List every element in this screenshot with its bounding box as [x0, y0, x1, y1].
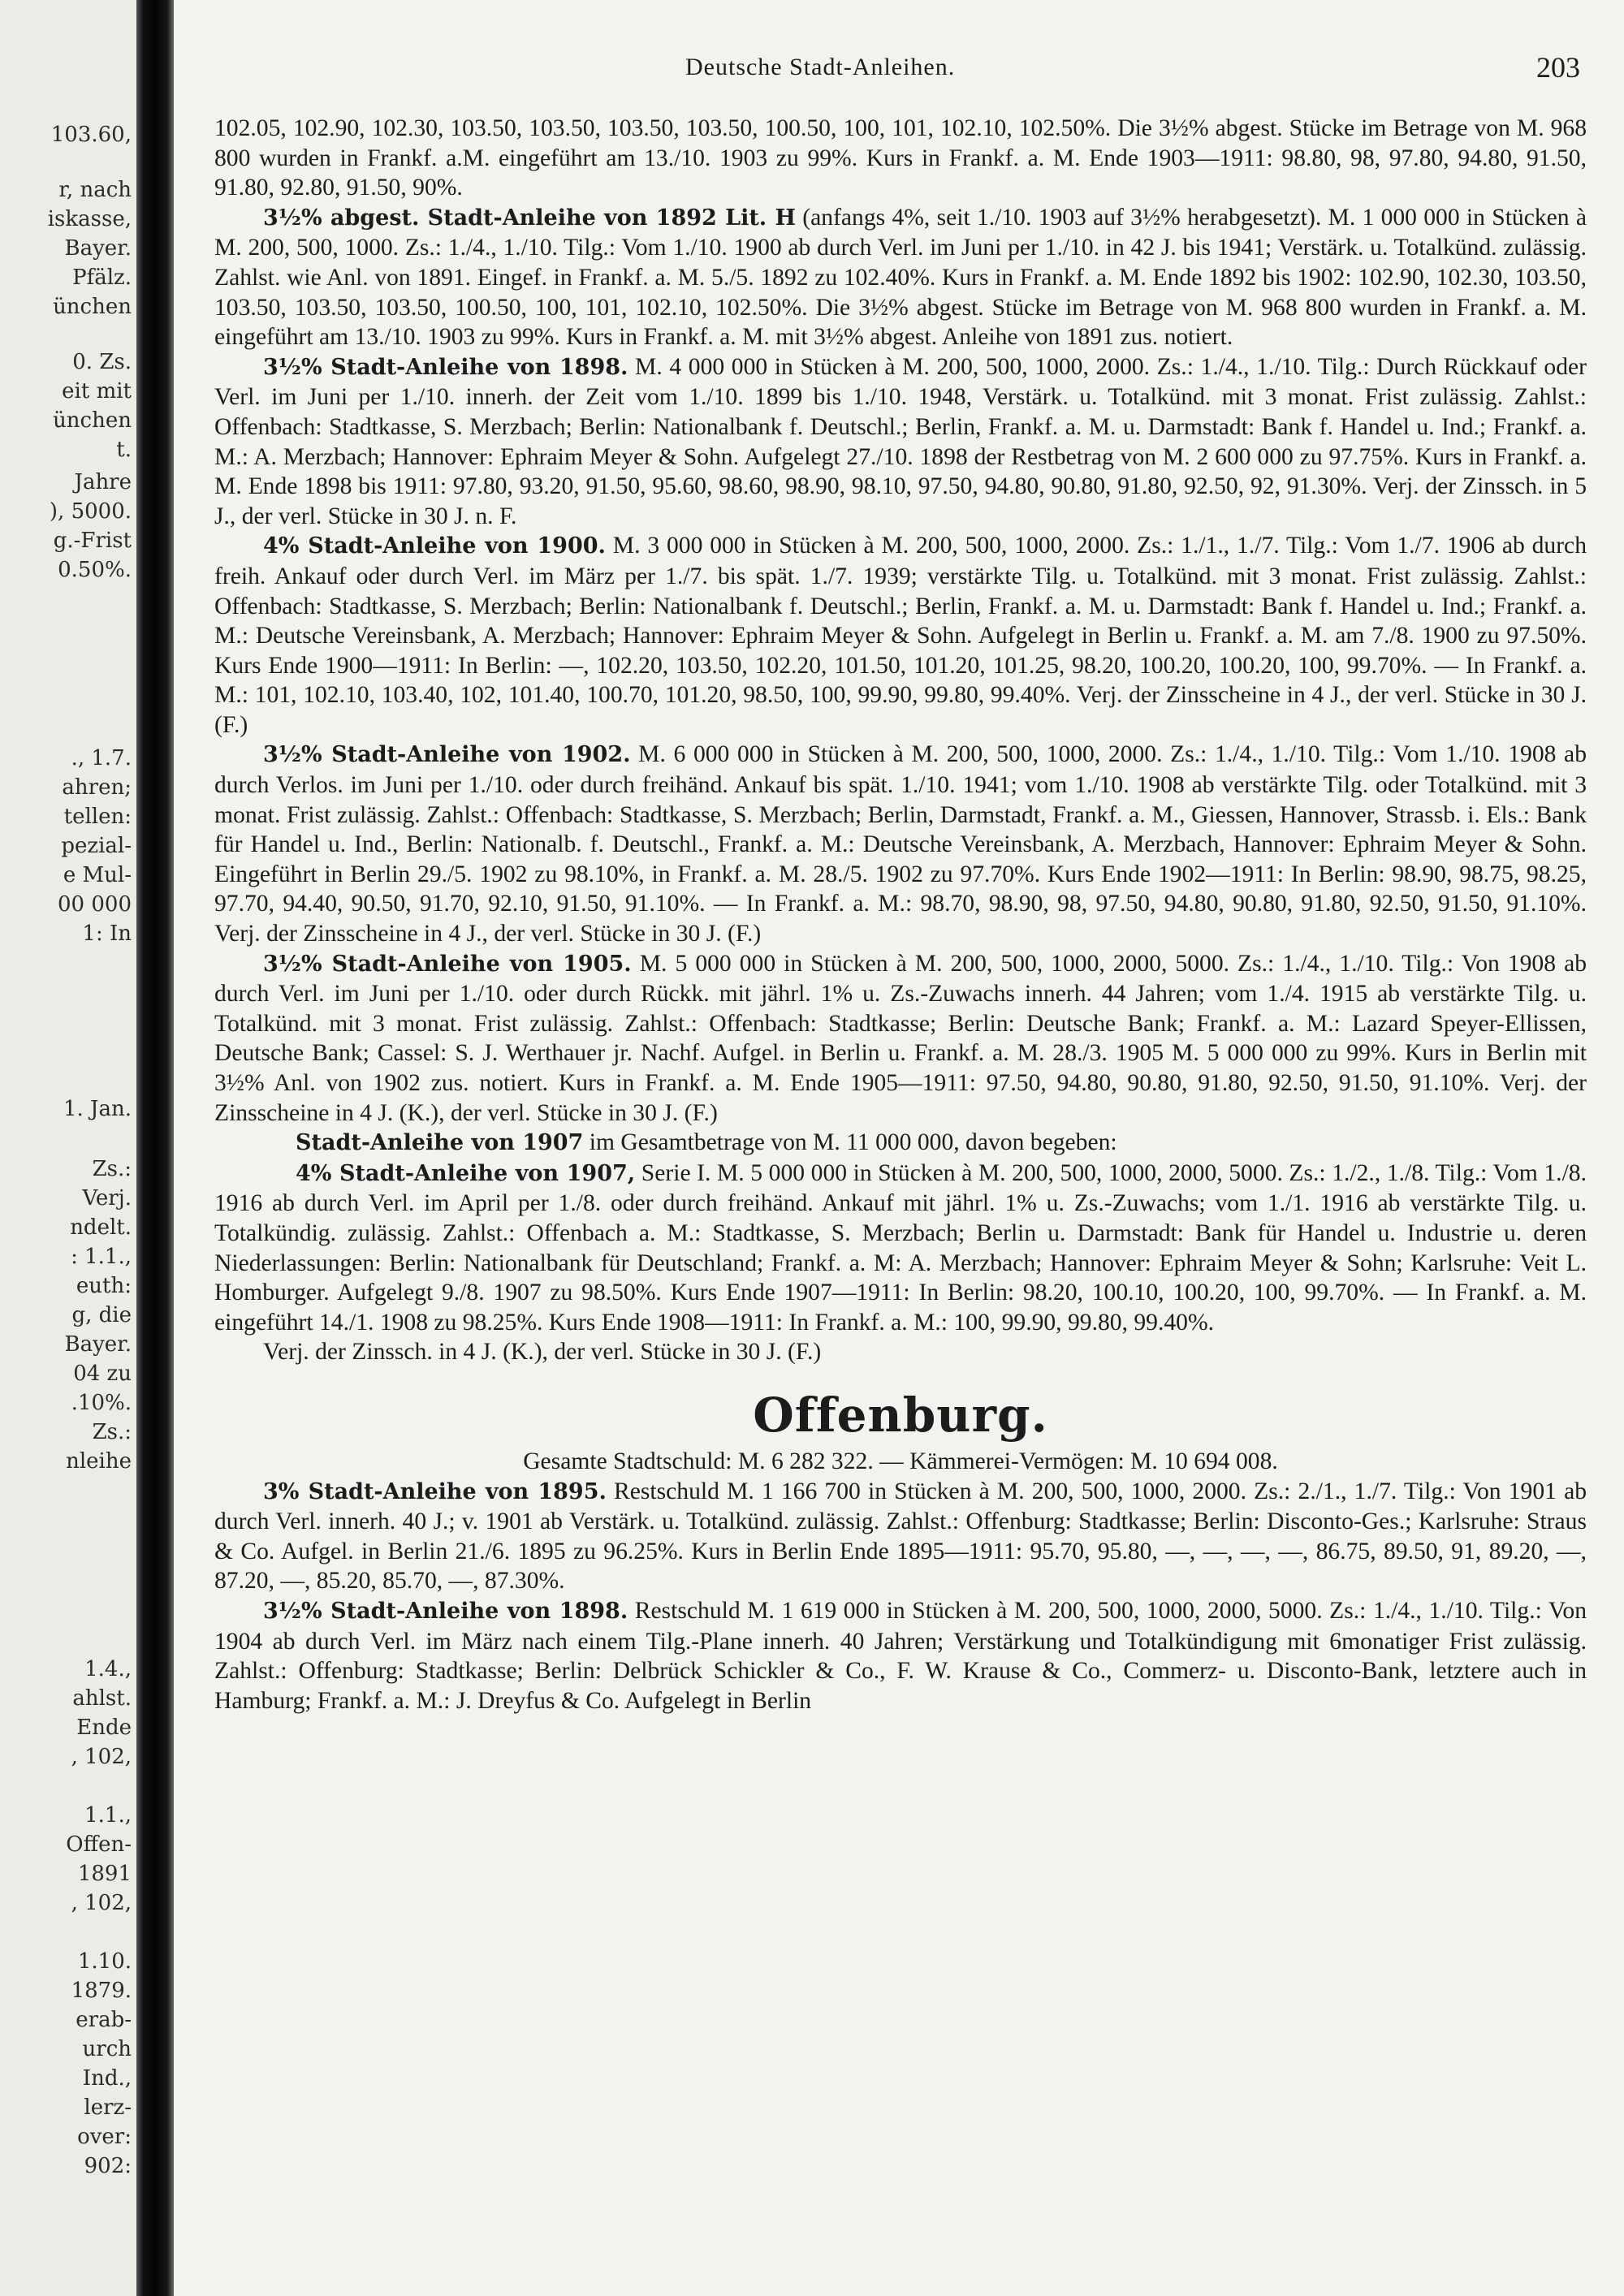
- margin-fragment: iskasse,: [47, 207, 132, 231]
- margin-fragment: tellen:: [63, 805, 132, 829]
- loan-text: Restschuld M. 1 166 700 in Stücken à M. 200, 500, 1000, 2000. Zs.: 2./1., 1./7. Tilg.: Von 1901 ab durch Verl. innerh. 40 J.; v. 1901 ab Verstärk. u. Totalkünd. zulässig. Zahlst.: Offenburg: Stadtkasse; Berlin: Disconto-Ges.; Karlsruhe: Straus & Co. Aufgel. in Berlin 21./6. 1895 zu 96.25%. Kurs in Berlin Ende 1895—1911: 95.70, 95.80, —, —, —, —, 86.75, 89.50, 91, 89.20, —, 87.20, —, 85.20, 85.70, —, 87.30%.: [214, 1478, 1587, 1595]
- loan-heading: 3½% Stadt-Anleihe von 1905.: [263, 951, 632, 977]
- running-header: [174, 51, 1624, 89]
- city-summary: Gesamte Stadtschuld: M. 6 282 322. — Kämmerei-Vermögen: M. 10 694 008.: [523, 1448, 1278, 1474]
- loan-text: Serie I. M. 5 000 000 in Stücken à M. 200, 500, 1000, 2000, 5000. Zs.: 1./2., 1./8. Tilg.: Vom 1./8. 1916 ab durch Verl. im April per 1./8. oder durch freihänd. Ankauf mit jährl. 1% u. Zs.-Zuwachs; vom 1./1. 1916 ab verstärkte Tilg. u. Totalkündig. zulässig. Zahlst.: Offenbach a. M.: Stadtkasse, S. Merzbach; Berlin u. Darmstadt: Bank für Handel u. Industrie u. deren Niederlassungen: Berlin: Nationalbank für Deutschland; Frankf. a. M: A. Merzbach; Hannover: Ephraim Meyer & Sohn; Karlsruhe: Veit L. Homburger. Aufgelegt 9./8. 1907 zu 98.50%. Kurs Ende 1907—1911: In Berlin: 98.20, 100.10, 100.20, 100, 99.70%. — In Frankf. a. M. eingeführt 14./1. 1908 zu 98.25%. Kurs Ende 1908—1911: In Frankf. a. M.: 100, 99.90, 99.80, 99.40%.: [214, 1159, 1587, 1336]
- margin-fragment: ünchen: [53, 295, 132, 319]
- loan-heading: 3½% Stadt-Anleihe von 1898.: [263, 1598, 628, 1624]
- loan-heading: Stadt-Anleihe von 1907: [296, 1130, 584, 1156]
- loan-heading: 3% Stadt-Anleihe von 1895.: [263, 1478, 607, 1504]
- loan-heading: 4% Stadt-Anleihe von 1900.: [263, 533, 606, 559]
- margin-fragment: ), 5000.: [49, 499, 132, 524]
- loan-heading: 3½% abgest. Stadt-Anleihe von 1892 Lit. H: [263, 205, 796, 231]
- loan-entry: [214, 352, 1587, 532]
- margin-fragment: 1.1.,: [84, 1803, 132, 1828]
- margin-fragment: .10%.: [71, 1391, 132, 1415]
- margin-fragment: g.-Frist: [53, 529, 132, 553]
- margin-fragment: pezial-: [61, 834, 132, 858]
- loan-text: im Gesamtbetrage von M. 11 000 000, davon begeben:: [583, 1129, 1117, 1156]
- paragraph-text: 102.05, 102.90, 102.30, 103.50, 103.50, 103.50, 103.50, 100.50, 100, 101, 102.10, 102.50%. Die 3½% abgest. Stücke im Betrage von M. 968 800 wurden in Frankf. a.M. eingeführt am 13./10. 1903 zu 99%. Kurs in Frankf. a. M. Ende 1903—1911: 98.80, 98, 97.80, 94.80, 91.50, 91.80, 92.80, 91.50, 90%.: [214, 115, 1587, 201]
- margin-fragment: 1891: [77, 1862, 132, 1886]
- page-number: 203: [1536, 51, 1580, 84]
- margin-fragment: ünchen: [53, 408, 132, 433]
- paragraph: [214, 114, 1587, 203]
- margin-fragment: Verj.: [82, 1186, 132, 1211]
- loan-entry: [214, 1596, 1587, 1716]
- margin-fragment: Pfälz.: [72, 265, 132, 290]
- margin-fragment: Bayer.: [64, 1332, 132, 1357]
- margin-fragment: 1879.: [71, 1979, 132, 2003]
- margin-fragment: 0. Zs.: [72, 350, 132, 374]
- margin-fragment: 00 000: [58, 892, 132, 917]
- margin-fragment: 103.60,: [50, 123, 132, 147]
- page-body: [214, 114, 1587, 1716]
- loan-text: M. 6 000 000 in Stücken à M. 200, 500, 1000, 2000. Zs.: 1./4., 1./10. Tilg.: Vom 1./10. 1908 ab durch Verlos. im Juni per 1./10. oder durch freihänd. Ankauf bis spät. 1./10. 1941; vom 1./10. 1908 ab verstärkte Tilg. oder Totalkünd. mit 3 monat. Frist zulässig. Zahlst.: Offenbach: Stadtkasse, S. Merzbach; Berlin, Darmstadt, Frankf. a. M., Giessen, Hannover, Strassb. i. Els.: Bank für Handel u. Ind., Berlin: Nationalb. f. Deutschl., Frankf. a. M.: Deutsche Vereinsbank, A. Merzbach, Hannover: Ephraim Meyer & Sohn. Eingeführt in Berlin 29./5. 1902 zu 98.10%, in Frankf. a. M. 28./5. 1902 zu 97.70%. Kurs Ende 1902—1911: In Berlin: 98.90, 98.75, 98.25, 97.70, 94.40, 90.50, 91.70, 92.10, 91.50, 91.10%. — In Frankf. a. M.: 98.70, 98.90, 98, 97.50, 94.80, 90.80, 91.80, 92.50, 91.50, 91.10%. Verj. der Zinsscheine in 4 J., der verl. Stücke in 30 J. (F.): [214, 741, 1587, 947]
- paragraph-text: Verj. der Zinssch. in 4 J. (K.), der verl. Stücke in 30 J. (F.): [263, 1339, 822, 1366]
- loan-entry: [214, 1128, 1587, 1159]
- loan-entry: [214, 1159, 1587, 1338]
- margin-fragment: ahlst.: [72, 1686, 132, 1711]
- margin-fragment: Zs.:: [92, 1157, 132, 1181]
- margin-fragment: 1: In: [82, 921, 132, 946]
- margin-fragment: : 1.1.,: [71, 1245, 132, 1269]
- margin-fragment: nleihe: [66, 1449, 132, 1474]
- loan-heading: 4% Stadt-Anleihe von 1907,: [296, 1160, 636, 1186]
- margin-fragment: , 102,: [71, 1891, 132, 1915]
- margin-fragment: 902:: [84, 2154, 132, 2178]
- margin-fragment: ., 1.7.: [71, 746, 132, 770]
- loan-entry: [214, 531, 1587, 740]
- margin-fragment: euth:: [76, 1274, 132, 1298]
- loan-text: M. 4 000 000 in Stücken à M. 200, 500, 1000, 2000. Zs.: 1./4., 1./10. Tilg.: Durch Rückkauf oder Verl. im Juni per 1./10. innerh. der Zeit vom 1./10. 1899 bis 1./10. 1948, Verstärk. u. Totalkünd. mit 3 monat. Frist zulässig. Zahlst.: Offenbach: Stadtkasse, S. Merzbach; Berlin: Nationalbank f. Deutschl.; Berlin, Frankf. a. M. u. Darmstadt: Bank f. Handel u. Ind.; Frankf. a. M.: A. Merzbach; Hannover: Ephraim Meyer & Sohn. Aufgelegt 27./10. 1898 der Restbetrag von M. 2 600 000 zu 97.75%. Kurs in Frankf. a. M. Ende 1898 bis 1911: 97.80, 93.20, 91.50, 95.60, 98.60, 98.90, 98.10, 97.50, 94.80, 90.80, 91.80, 92.50, 92, 91.30%. Verj. der Zinssch. in 5 J., der verl. Stücke in 30 J. n. F.: [214, 353, 1587, 529]
- margin-fragment: ndelt.: [70, 1215, 132, 1240]
- loan-entry: [214, 203, 1587, 352]
- margin-fragment: erab-: [76, 2008, 132, 2032]
- margin-fragment: eit mit: [62, 379, 132, 404]
- margin-fragment: g, die: [71, 1303, 132, 1327]
- loan-text: M. 3 000 000 in Stücken à M. 200, 500, 1000, 2000. Zs.: 1./1., 1./7. Tilg.: Vom 1./7. 1906 ab durch freih. Ankauf oder durch Verl. im März per 1./7. bis spät. 1./7. 1939; verstärkte Tilg. u. Totalkünd. mit 3 monat. Frist zulässig. Zahlst.: Offenbach: Stadtkasse, S. Merzbach; Berlin: Nationalbank f. Deutschl.; Berlin, Frankf. a. M. u. Darmstadt: Bank f. Handel u. Ind.; Frankf. a. M.: Deutsche Vereinsbank, A. Merzbach; Hannover: Ephraim Meyer & Sohn. Aufgelegt in Berlin u. Frankf. a. M. am 7./8. 1900 zu 97.50%. Kurs Ende 1900—1911: In Berlin: —, 102.20, 103.50, 102.20, 101.50, 101.20, 101.25, 98.20, 100.20, 100.20, 100, 99.70%. — In Frankf. a. M.: 101, 102.10, 103.40, 102, 101.40, 100.70, 101.20, 98.50, 100, 99.90, 99.80, 99.40%. Verj. der Zinsscheine in 4 J., der verl. Stücke in 30 J. (F.): [214, 533, 1587, 738]
- city-heading: Offenburg.: [753, 1387, 1048, 1443]
- margin-fragment: 0.50%.: [58, 558, 132, 582]
- margin-fragment: r, nach: [58, 178, 132, 202]
- margin-fragment: Ende: [76, 1716, 132, 1740]
- loan-text: Restschuld M. 1 619 000 in Stücken à M. 200, 500, 1000, 2000, 5000. Zs.: 1./4., 1./10. Tilg.: Von 1904 ab durch Verl. im März nach einem Tilg.-Plane innerh. 40 Jahren; Verstärkung und Totalkündigung mit 6monatiger Frist zulässig. Zahlst.: Offenburg: Stadtkasse; Berlin: Delbrück Schickler & Co., F. W. Krause & Co., Commerz- u. Disconto-Bank, letztere auch in Hamburg; Frankf. a. M.: J. Dreyfus & Co. Aufgelegt in Berlin: [214, 1597, 1587, 1714]
- margin-fragment: , 102,: [71, 1745, 132, 1769]
- margin-fragment: Bayer.: [64, 236, 132, 261]
- margin-fragment: Jahre: [74, 470, 132, 494]
- margin-fragment: e Mul-: [63, 863, 132, 887]
- margin-fragment: over:: [77, 2125, 132, 2149]
- margin-fragment: Ind.,: [82, 2066, 132, 2091]
- margin-fragment: 1.4.,: [84, 1657, 132, 1681]
- loan-text: M. 5 000 000 in Stücken à M. 200, 500, 1000, 2000, 5000. Zs.: 1./4., 1./10. Tilg.: Von 1908 ab durch Verl. im Juni per 1./10. oder durch Rückk. mit jährl. 1% u. Zs.-Zuwachs innerh. 44 Jahren; vom 1./4. 1915 ab verstärkte Tilg. u. Totalkünd. mit 3 monat. Frist zulässig. Zahlst.: Offenbach: Stadtkasse; Berlin: Deutsche Bank; Frankf. a. M.: Lazard Speyer-Ellissen, Deutsche Bank; Cassel: S. J. Werthauer jr. Nachf. Aufgel. in Berlin u. Frankf. a. M. 28./3. 1905 M. 5 000 000 zu 99%. Kurs in Berlin mit 3½% Anl. von 1902 zus. notiert. Kurs in Frankf. a. M. Ende 1905—1911: 97.50, 94.80, 90.80, 91.80, 92.50, 91.50, 91.10%. Verj. der Zinsscheine in 4 J. (K.), der verl. Stücke in 30 J. (F.): [214, 950, 1587, 1126]
- running-title: Deutsche Stadt-Anleihen.: [685, 54, 956, 80]
- book-spine: [136, 0, 174, 2296]
- margin-fragment: 1.10.: [77, 1949, 132, 1974]
- loan-heading: 3½% Stadt-Anleihe von 1898.: [263, 354, 628, 380]
- loan-entry: [214, 949, 1587, 1129]
- margin-fragment: urch: [82, 2037, 132, 2061]
- previous-page-fragment: [0, 0, 136, 2296]
- loan-heading: 3½% Stadt-Anleihe von 1902.: [263, 742, 631, 768]
- loan-entry: [214, 1477, 1587, 1596]
- loan-entry: [214, 740, 1587, 948]
- margin-fragment: lerz-: [84, 2095, 132, 2120]
- margin-fragment: Offen-: [66, 1832, 132, 1857]
- margin-fragment: t.: [116, 438, 132, 462]
- loan-text: (anfangs 4%, seit 1./10. 1903 auf 3½% herabgesetzt). M. 1 000 000 in Stücken à M. 200, 500, 1000. Zs.: 1./4., 1./10. Tilg.: Vom 1./10. 1900 ab durch Verl. im Juni per 1./10. in 42 J. bis 1941; Verstärk. u. Totalkünd. zulässig. Zahlst. wie Anl. von 1891. Eingef. in Frankf. a. M. 5./5. 1892 zu 102.40%. Kurs in Frankf. a. M. Ende 1892 bis 1902: 102.90, 102.30, 103.50, 103.50, 103.50, 103.50, 100.50, 100, 101, 102.10, 102.50%. Die 3½% abgest. Stücke im Betrage von M. 968 800 wurden in Frankf. a. M. eingeführt am 13./10. 1903 zu 99%. Kurs in Frankf. a. M. mit 3½% abgest. Anleihe von 1891 zus. notiert.: [214, 204, 1587, 351]
- margin-fragment: 04 zu: [73, 1362, 132, 1386]
- book-page: [174, 0, 1624, 2296]
- paragraph: [214, 1337, 1587, 1367]
- margin-fragment: ahren;: [62, 775, 132, 800]
- margin-fragment: 1. Jan.: [63, 1097, 132, 1121]
- margin-fragment: Zs.:: [92, 1420, 132, 1444]
